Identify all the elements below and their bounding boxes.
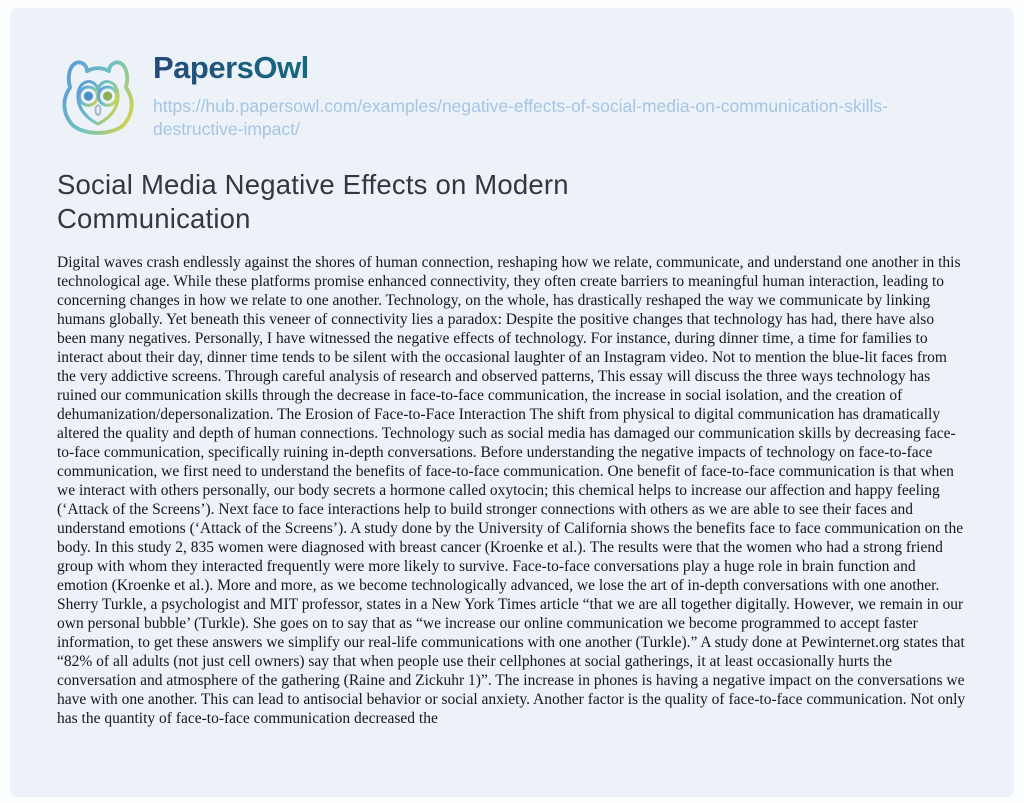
papersowl-logo[interactable] bbox=[48, 48, 148, 152]
owl-logo-icon bbox=[48, 48, 148, 152]
article-title: Social Media Negative Effects on Modern Communication bbox=[57, 169, 569, 234]
brand-block bbox=[153, 48, 925, 141]
site-header bbox=[10, 8, 1014, 152]
article-body: Digital waves crash endlessly against the shores of human connection, reshaping how we relate, communicate, and understand one another in this technological age. While these platforms promise enhanced connectivity, they often create barriers to meaningful human interaction, leading to concerning changes in how we relate to one another. Technology, on the whole, has drastically reshaped the way we communicate by linking humans globally. Yet beneath this veneer of connectivity lies a paradox: Despite the positive changes that technology has had, there have also been many negatives. Personally, I have witnessed the negative effects of technology. For instance, during dinner time, a time for families to interact about their day, dinner time tends to be silent with the occasional laughter of an Instagram video. Not to mention the blue-lit faces from the very addictive screens. Through careful analysis of research and observed patterns, This essay will discuss the three ways technology has ruined our communication skills through the decrease in face-to-face communication, the increase in social isolation, and the creation of dehumanization/depersonalization. The Erosion of Face-to-Face Interaction The shift from physical to digital communication has dramatically altered the quality and depth of human connections. Technology such as social media has damaged our communication skills by decreasing face-to-face communication, specifically ruining in-depth conversations. Before understanding the negative impacts of technology on face-to-face communication, we first need to understand the benefits of face-to-face communication. One benefit of face-to-face communication is that when we interact with others personally, our body secrets a hormone called oxytocin; this chemical helps to increase our affection and happy feeling (‘Attack of the Screens’). Next face to face interactions help to build stronger connections with others as we are able to see their faces and understand emotions (‘Attack of the Screens’). A study done by the University of California shows the benefits face to face communication on the body. In this study 2, 835 women were diagnosed with breast cancer (Kroenke et al.). The results were that the women who had a strong friend group with whom they interacted frequently were more likely to survive. Face-to-face conversations play a huge role in brain function and emotion (Kroenke et al.). More and more, as we become technologically advanced, we lose the art of in-depth conversations with one another. Sherry Turkle, a psychologist and MIT professor, states in a New York Times article “that we are all together digitally. However, we remain in our own personal bubble’ (Turkle). She goes on to say that as “we increase our online communication we become programmed to accept faster information, to get these answers we simplify our real-life communications with one another (Turkle).” A study done at Pewinternet.org states that “82% of all adults (not just cell owners) say that when people use their cellphones at social gatherings, it at least occasionally hurts the conversation and atmosphere of the gathering (Raine and Zickuhr 1)”. The increase in phones is having a negative impact on the conversations we have with one another. This can lead to antisocial behavior or social anxiety. Another factor is the quality of face-to-face communication. Not only has the quantity of face-to-face communication decreased the bbox=[57, 254, 966, 727]
brand-name: PapersOwl bbox=[153, 50, 309, 85]
source-url-link[interactable]: https://hub.papersowl.com/examples/negative-effects-of-social-media-on-communication-skills-destructive-impact/ bbox=[153, 96, 888, 139]
page-panel bbox=[10, 8, 1014, 797]
article bbox=[10, 168, 1014, 728]
